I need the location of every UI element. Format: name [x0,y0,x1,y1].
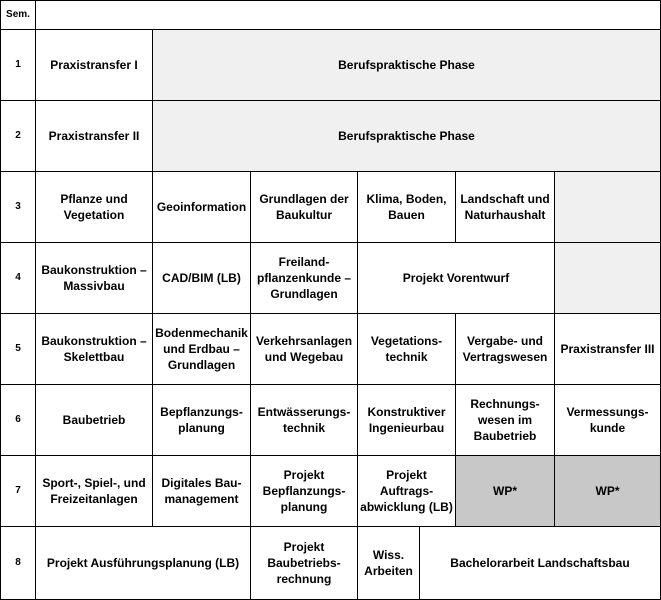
module-klima-boden-bauen: Klima, Boden, Bauen [357,171,456,243]
module-projekt-baubetriebsrechnung: Projekt Baubetriebs- rechnung [250,526,358,600]
module-rechnungswesen-baubetrieb: Rechnungs- wesen im Baubetrieb [455,384,555,456]
module-praxistransfer-2: Praxistransfer II [35,100,153,172]
module-praxistransfer-1: Praxistransfer I [35,29,153,101]
semester-number-6: 6 [0,384,36,456]
module-bepflanzungsplanung: Bepflanzungs- planung [152,384,251,456]
module-wissenschaftliches-arbeiten: Wiss. Arbeiten [357,526,420,600]
module-projekt-vorentwurf: Projekt Vorentwurf [357,242,555,314]
semester-number-1: 1 [0,29,36,101]
module-baukonstruktion-skelettbau: Baukonstruktion – Skelettbau [35,313,153,385]
module-geoinformation: Geoinformation [152,171,251,243]
semester-number-5: 5 [0,313,36,385]
semester-number-2: 2 [0,100,36,172]
module-wahlpflicht-2: WP* [554,455,661,527]
module-vergabe-vertragswesen: Vergabe- und Vertragswesen [455,313,555,385]
empty-grey-cell [554,171,661,243]
module-digitales-baumanagement: Digitales Bau- management [152,455,251,527]
module-bachelorarbeit: Bachelorarbeit Landschaftsbau [419,526,661,600]
semester-number-4: 4 [0,242,36,314]
module-baubetrieb: Baubetrieb [35,384,153,456]
header-blank-cell [35,0,661,30]
module-praxistransfer-3: Praxistransfer III [554,313,661,385]
semester-number-7: 7 [0,455,36,527]
module-projekt-ausfuehrungsplanung: Projekt Ausführungsplanung (LB) [35,526,251,600]
semester-number-3: 3 [0,171,36,243]
semester-header: Sem. [0,0,36,30]
module-wahlpflicht-1: WP* [455,455,555,527]
module-grundlagen-baukultur: Grundlagen der Baukultur [250,171,358,243]
module-bodenmechanik-erdbau: Bodenmechanik und Erdbau – Grundlagen [152,313,251,385]
module-berufspraktische-phase-1: Berufspraktische Phase [152,29,661,101]
module-vermessungskunde: Vermessungs- kunde [554,384,661,456]
module-cad-bim: CAD/BIM (LB) [152,242,251,314]
module-entwaesserungstechnik: Entwässerungs- technik [250,384,358,456]
empty-grey-cell [554,242,661,314]
module-projekt-auftragsabwicklung: Projekt Auftrags- abwicklung (LB) [357,455,456,527]
module-baukonstruktion-massivbau: Baukonstruktion – Massivbau [35,242,153,314]
module-vegetationstechnik: Vegetations- technik [357,313,456,385]
module-projekt-bepflanzungsplanung: Projekt Bepflanzungs- planung [250,455,358,527]
module-berufspraktische-phase-2: Berufspraktische Phase [152,100,661,172]
module-freilandpflanzenkunde: Freiland- pflanzenkunde – Grundlagen [250,242,358,314]
module-konstruktiver-ingenieurbau: Konstruktiver Ingenieurbau [357,384,456,456]
module-pflanze-vegetation: Pflanze und Vegetation [35,171,153,243]
module-landschaft-naturhaushalt: Landschaft und Naturhaushalt [455,171,555,243]
semester-number-8: 8 [0,526,36,600]
module-sport-spiel-freizeitanlagen: Sport-, Spiel-, und Freizeitanlagen [35,455,153,527]
module-verkehrsanlagen-wegebau: Verkehrsanlagen und Wegebau [250,313,358,385]
